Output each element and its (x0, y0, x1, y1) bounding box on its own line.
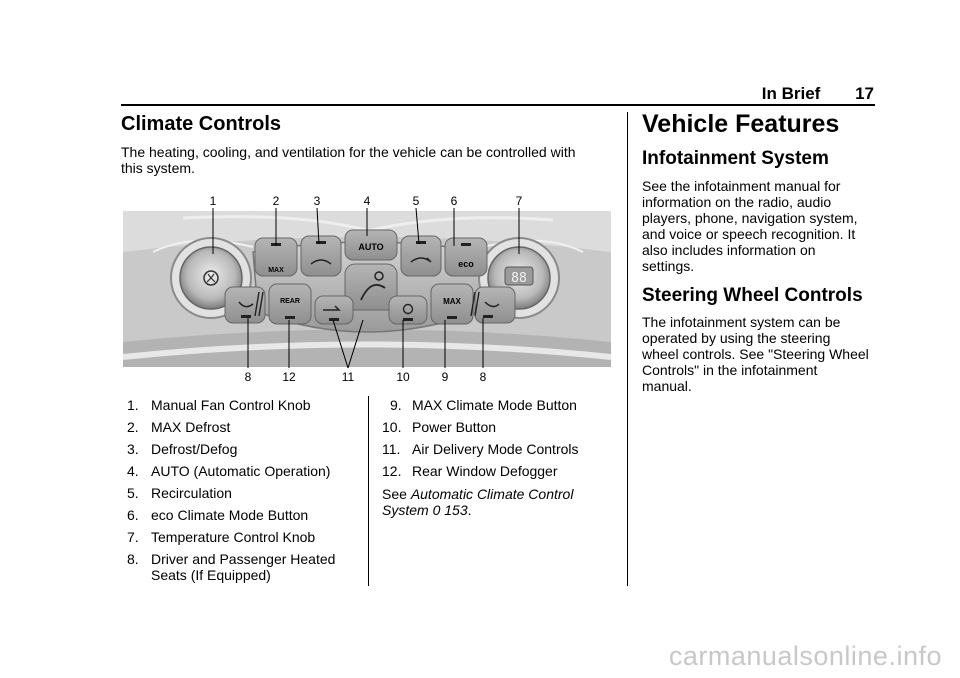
rear-defog-label: REAR (280, 298, 300, 305)
list-item: 4. AUTO (Automatic Operation) (127, 463, 331, 479)
climate-control-figure (123, 192, 611, 384)
list-item: 2. MAX Defrost (127, 419, 231, 435)
header-rule (121, 104, 875, 106)
cross-reference: See Automatic Climate Control System 0 153. (382, 486, 574, 518)
callout-3: 3 (313, 194, 321, 208)
list-item: 3. Defrost/Defog (127, 441, 238, 457)
steering-wheel-heading: Steering Wheel Controls (642, 285, 863, 306)
steering-wheel-text: The infotainment system can be operated by using the steering wheel controls. See "Steering Wheel Controls" in the infotainment manual. (642, 314, 869, 394)
callout-9: 9 (441, 370, 449, 384)
watermark: carmanualsonline.info (668, 641, 942, 671)
callout-2: 2 (272, 194, 280, 208)
list-item: 5. Recirculation (127, 485, 232, 501)
callout-6: 6 (450, 194, 458, 208)
eco-label: eco (458, 259, 474, 269)
page-number: 17 (855, 84, 874, 103)
callout-10: 10 (396, 370, 410, 384)
climate-controls-heading: Climate Controls (121, 113, 282, 135)
list-item: 7. Temperature Control Knob (127, 529, 316, 545)
cross-reference-link[interactable]: Automatic Climate Control System (382, 486, 574, 518)
callout-8-right: 8 (479, 370, 487, 384)
callout-list-2 (382, 397, 614, 485)
callout-12: 12 (282, 370, 296, 384)
list-item: 6. eco Climate Mode Button (127, 507, 309, 523)
list-item: 12. Rear Window Defogger (382, 463, 558, 479)
list-column-divider (368, 396, 369, 586)
callout-8-left: 8 (244, 370, 252, 384)
list-item: 10. Power Button (382, 419, 497, 435)
infotainment-heading: Infotainment System (642, 148, 829, 169)
page-header (762, 84, 874, 104)
callout-7: 7 (515, 194, 523, 208)
temperature-display: 88 (511, 271, 527, 286)
callout-1: 1 (209, 194, 217, 208)
page-ref-arrow: 0 (432, 502, 441, 518)
callout-list-1 (121, 397, 353, 589)
chapter-title: In Brief (761, 84, 821, 103)
callout-4: 4 (363, 194, 371, 208)
callout-5: 5 (412, 194, 420, 208)
max-climate-label: MAX (443, 297, 461, 306)
infotainment-text: See the infotainment manual for information on the radio, audio players, phone, navigation system, and voice or speech recognition. It also includes information on settings. (642, 178, 858, 274)
list-item: 8. Driver and Passenger Heated Seats (If Equipped) (127, 551, 336, 583)
callout-11: 11 (341, 370, 355, 384)
list-item: 1. Manual Fan Control Knob (127, 397, 311, 413)
vehicle-features-heading: Vehicle Features (642, 110, 840, 138)
climate-intro: The heating, cooling, and ventilation for the vehicle can be controlled with this system. (121, 144, 576, 176)
max-defrost-label: MAX (268, 267, 284, 274)
auto-label: AUTO (358, 242, 384, 252)
column-divider (627, 112, 628, 586)
list-item: 9. MAX Climate Mode Button (390, 397, 577, 413)
list-item: 11. Air Delivery Mode Controls (382, 441, 579, 457)
page-ref-number[interactable]: 153 (444, 502, 468, 518)
